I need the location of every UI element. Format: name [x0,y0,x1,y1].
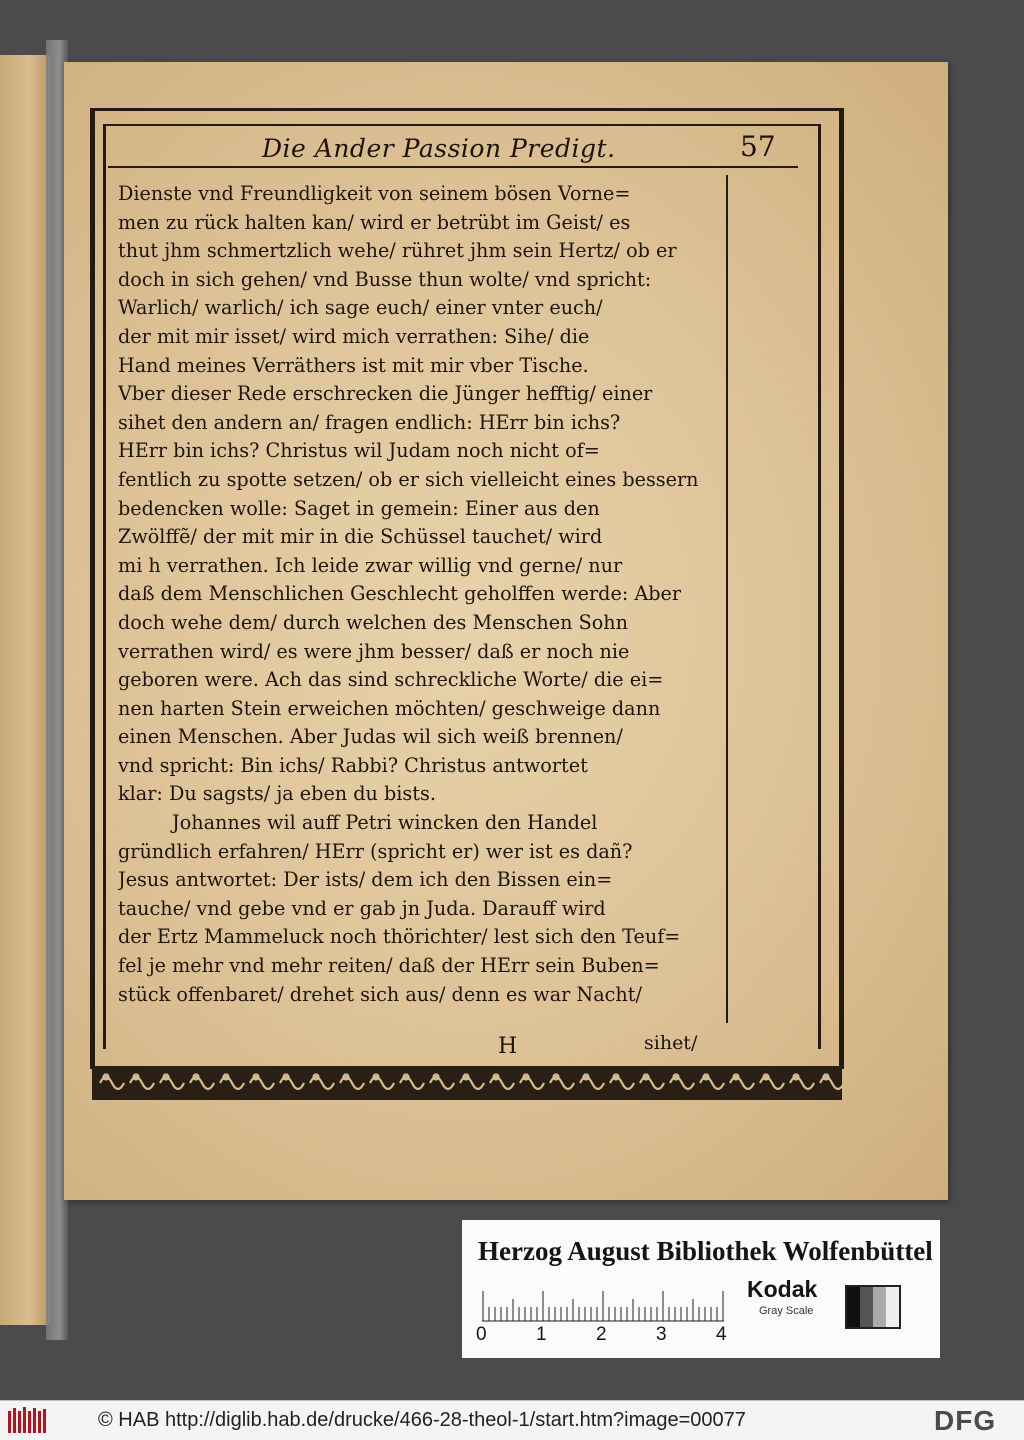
copyright-source-url[interactable]: © HAB http://diglib.hab.de/drucke/466-28-theol-1/start.htm?image=00077 [98,1409,746,1431]
ornamental-border-band [92,1066,842,1100]
library-name: Herzog August Bibliothek Wolfenbüttel [478,1236,933,1266]
text-line: geboren were. Ach das sind schreckliche Worte/ die ei= [118,668,664,692]
running-head: Die Ander Passion Predigt. [262,134,616,163]
text-line: Hand meines Verräthers ist mit mir vber Tische. [118,353,589,377]
signature-mark: H [498,1034,518,1059]
text-line: tauche/ vnd gebe vnd er gab jn Juda. Darauff wird [118,896,606,920]
text-line: verrathen wird/ es were jhm besser/ daß er noch nie [118,639,630,663]
text-line: Vber dieser Rede erschrecken die Jünger hefftig/ einer [118,382,653,406]
text-line: nen harten Stein erweichen möchten/ geschweige dann [118,696,661,720]
text-line: klar: Du sagsts/ ja eben du bists. [118,782,436,806]
ruler-number: 1 [536,1324,547,1345]
hab-logo-icon [6,1405,48,1436]
ruler-number: 3 [656,1324,667,1345]
kodak-brand: Kodak [747,1276,818,1302]
text-line: men zu rück halten kan/ wird er betrübt im Geist/ es [118,210,631,234]
text-line: Dienste vnd Freundligkeit von seinem bösen Vorne= [118,182,631,205]
gray-scale-swatch [845,1285,901,1329]
text-line: der Ertz Mammeluck noch thörichter/ lest sich den Teuf= [118,925,681,949]
page-frame-inner-left [103,124,106,1049]
text-line-paragraph-start: Johannes wil auff Petri wincken den Handel [172,811,598,835]
kodak-gray-scale-label: Gray Scale [759,1305,814,1317]
page-frame-top-rule [104,124,820,126]
text-line: Warlich/ warlich/ ich sage euch/ einer vnter euch/ [118,296,603,320]
viewer-footer [0,1400,1024,1440]
text-line: stück offenbaret/ drehet sich aus/ denn es war Nacht/ [118,982,642,1006]
text-line: einen Menschen. Aber Judas wil sich weiß brennen/ [118,725,623,749]
dfg-logo: DFG [934,1405,997,1436]
previous-leaf-edge [0,55,50,1325]
header-rule [108,166,798,168]
text-line: fel je mehr vnd mehr reiten/ daß der HErr sein Buben= [118,954,660,978]
text-line: doch in sich gehen/ vnd Busse thun wolte/ vnd spricht: [118,267,652,291]
text-line: fentlich zu spotte setzen/ ob er sich vielleicht eines bessern [118,467,699,491]
library-color-target-label [462,1220,940,1358]
text-column-rule [726,175,728,1023]
text-line: vnd spricht: Bin ichs/ Rabbi? Christus antwortet [118,753,588,777]
text-line: doch wehe dem/ durch welchen des Menschen Sohn [118,610,628,634]
text-line: Jesus antwortet: Der ists/ dem ich den Bissen ein= [118,868,613,892]
ruler-number: 0 [476,1324,487,1345]
text-line: Zwölffẽ/ der mit mir in die Schüssel tauchet/ wird [118,525,603,549]
page-number: 57 [740,130,776,163]
text-line: der mit mir isset/ wird mich verrathen: Sihe/ die [118,324,590,348]
ruler-number: 4 [716,1324,727,1345]
page-frame-inner-right [818,124,821,1049]
text-line: thut jhm schmertzlich wehe/ rühret jhm sein Hertz/ ob er [118,239,677,263]
text-line: bedencken wolle: Saget in gemein: Einer aus den [118,496,600,520]
scale-ruler [482,1288,730,1322]
text-line: HErr bin ichs? Christus wil Judam noch nicht of= [118,439,600,463]
ruler-number: 2 [596,1324,607,1345]
text-line: daß dem Menschlichen Geschlecht geholffen werde: Aber [118,582,682,606]
text-line: gründlich erfahren/ HErr (spricht er) wer ist es dañ? [118,839,633,863]
scale-ruler-labels [476,1324,736,1346]
text-line: sihet den andern an/ fragen endlich: HErr bin ichs? [118,410,621,434]
page-body-text [118,180,724,1009]
catchword: sihet/ [644,1032,698,1054]
text-line: mi h verrathen. Ich leide zwar willig vnd gerne/ nur [118,553,623,577]
